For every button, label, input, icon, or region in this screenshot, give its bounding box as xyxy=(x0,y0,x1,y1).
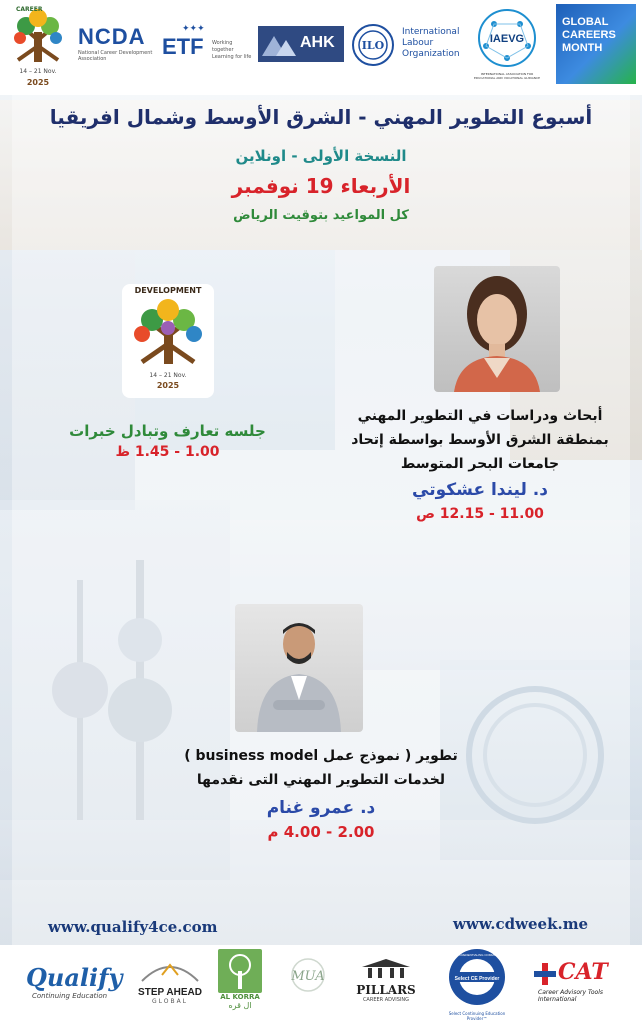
iaevg-network-icon xyxy=(472,6,542,70)
iaevg-logo xyxy=(472,6,542,90)
etf-logo-name: ETF xyxy=(162,34,204,59)
alkorra-logo-name: AL KORRA xyxy=(220,993,260,1001)
ncda-logo-name: NCDA xyxy=(78,24,146,49)
ncda-ce-provider-logo xyxy=(444,947,510,1023)
qualify-logo-name: Qualify xyxy=(26,963,123,992)
business-session-time: 2.00 - 4.00 م xyxy=(267,823,375,841)
cd-logo-line1: CAREER xyxy=(16,6,43,13)
cat-cross-icon xyxy=(534,963,556,985)
iaevg-logo-name: IAEVG xyxy=(489,33,525,45)
speaker-photo-amr xyxy=(235,604,363,732)
alkorra-logo-arabic: ال قره xyxy=(228,1001,252,1010)
alkorra-tree-icon xyxy=(218,949,262,993)
business-speaker: د. عمرو غنام xyxy=(266,798,376,818)
research-title-line3: جامعات البحر المتوسط xyxy=(400,456,560,472)
step-ahead-logo-sub: GLOBAL xyxy=(151,998,189,1005)
footer-logo-bar xyxy=(0,945,642,1024)
business-session-title xyxy=(60,744,582,792)
ncda-ce-sub: Select Continuing Education Provider™ xyxy=(448,1011,506,1021)
event-title: أسبوع التطوير المهني - الشرق الأوسط وشمال افريقيا xyxy=(49,105,593,129)
networking-tree-icon xyxy=(128,298,208,368)
eu-stars-icon: ✦✦✦ xyxy=(182,24,205,34)
ncda-logo xyxy=(78,24,156,68)
timezone-note: كل المواعيد بتوقيت الرياض xyxy=(233,208,409,223)
networking-logo-dates: 14 – 21 Nov. xyxy=(149,372,187,379)
cd-logo-year: 2025 xyxy=(26,78,50,87)
cat-logo xyxy=(534,961,628,1009)
research-title-line2: بمنطقة الشرق الأوسط بواسطة إتحاد xyxy=(351,432,609,448)
ilo-globe-icon xyxy=(350,22,396,68)
pillars-logo-sub: CAREER ADVISING xyxy=(362,997,410,1003)
etf-logo xyxy=(160,24,252,66)
speaker-portrait-linda xyxy=(434,266,560,392)
career-development-logo xyxy=(6,6,70,90)
networking-session-time: 1.00 - 1.45 ظ xyxy=(115,444,220,460)
pillars-logo xyxy=(356,957,416,1013)
gcm-line2: CAREERS xyxy=(562,29,616,41)
networking-logo-year: 2025 xyxy=(156,381,180,390)
qualify-logo-sub: Continuing Education xyxy=(32,992,108,1000)
event-date: الأربعاء 19 نوفمبر xyxy=(231,174,411,198)
mua-leaf-icon xyxy=(282,955,334,999)
ilo-mark: ILO xyxy=(361,39,385,52)
research-session-time: 11.00 - 12.15 ص xyxy=(416,506,544,522)
cdweek-url-link[interactable]: www.cdweek.me xyxy=(453,915,589,933)
networking-session-logo xyxy=(122,284,214,398)
step-ahead-logo-name: STEP AHEAD xyxy=(138,987,202,998)
cat-logo-name: CAT xyxy=(558,959,608,985)
qualify-logo xyxy=(26,963,122,1007)
speaker-portrait-amr xyxy=(235,604,363,732)
speaker-photo-linda xyxy=(434,266,560,392)
cat-logo-sub: Career Advisory Tools International xyxy=(538,989,604,1003)
edition-line: النسخة الأولى - اونلاين xyxy=(235,147,407,165)
cd-logo-dates: 14 – 21 Nov. xyxy=(19,68,57,75)
step-ahead-logo xyxy=(134,957,206,1011)
tree-icon xyxy=(6,6,70,66)
ncda-seal-icon xyxy=(444,947,510,1007)
ncda-logo-sub: National Career Development Association xyxy=(78,50,153,62)
networking-session-title: جلسه تعارف وتبادل خبرات xyxy=(69,422,266,440)
pillars-icon xyxy=(356,957,416,979)
networking-logo-title: DEVELOPMENT xyxy=(134,286,202,295)
ahk-logo xyxy=(258,26,344,62)
ilo-logo xyxy=(350,22,464,68)
gcm-line1: GLOBAL xyxy=(562,16,609,28)
gcm-line3: MONTH xyxy=(562,42,603,54)
ahk-logo-name: AHK xyxy=(300,34,335,51)
etf-logo-sub: Working together Learning for life xyxy=(212,40,252,60)
pyramids-icon xyxy=(258,26,298,62)
header-logo-bar xyxy=(0,0,642,95)
ncda-ce-center: Select CE Provider xyxy=(454,976,500,982)
qualify-url-link[interactable]: www.qualify4ce.com xyxy=(48,918,218,936)
mua-logo xyxy=(282,955,334,1007)
ncda-ce-ring: NCDA CREDENTIALING COMMISSION xyxy=(449,953,505,957)
business-title-line1: تطوير ( نموذج عمل business model ) xyxy=(184,748,458,764)
research-session-title xyxy=(330,404,630,476)
research-title-line1: أبحاث ودراسات في التطوير المهني xyxy=(357,408,603,424)
global-careers-month-logo xyxy=(556,4,636,84)
mua-logo-name: MUA xyxy=(291,969,325,984)
business-title-line2: لخدمات التطوير المهني التى نقدمها xyxy=(196,772,446,788)
alkorra-logo xyxy=(218,949,262,1021)
step-ahead-arc-icon xyxy=(134,957,206,983)
ilo-logo-name: International Labour Organization xyxy=(402,27,460,59)
pillars-logo-name: PILLARS xyxy=(356,983,416,997)
iaevg-logo-sub: INTERNATIONAL ASSOCIATION FOR EDUCATIONAL AND VOCATIONAL GUIDANCE xyxy=(473,72,541,80)
research-speaker: د. ليندا عشكوتي xyxy=(412,480,548,500)
